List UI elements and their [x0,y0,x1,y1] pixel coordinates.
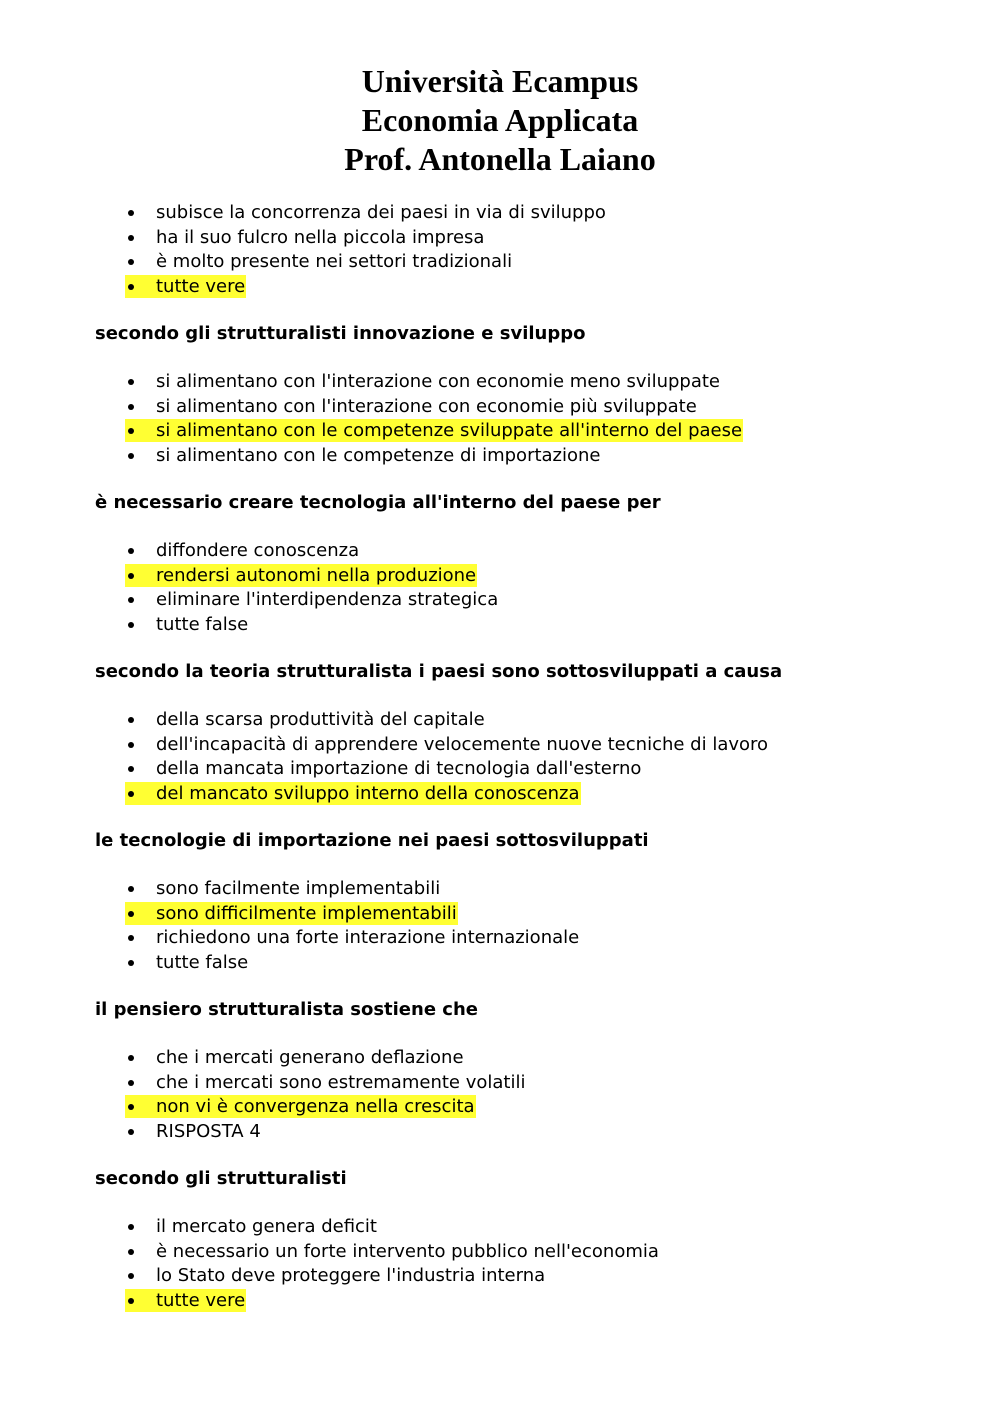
quiz-content [95,200,955,1312]
answer-text: tutte false [156,951,249,973]
answer-text: richiedono una forte interazione internazionale [156,927,580,948]
answer-option-correct [95,418,955,443]
answer-option-correct [95,1288,955,1313]
question-heading: secondo la teoria strutturalista i paesi sono sottosviluppati a causa [95,661,783,682]
bullet-icon [128,1055,134,1061]
answer-text: eliminare l'interdipendenza strategica [156,589,499,610]
option-body [125,733,769,756]
answer-list [95,369,955,467]
answer-text: tutte vere [156,275,246,297]
answer-text: diffondere conoscenza [156,540,360,561]
answer-text: il mercato genera deficit [156,1216,377,1237]
answer-option [95,538,955,563]
question-heading: secondo gli strutturalisti innovazione e sviluppo [95,323,586,344]
answer-text: sono difficilmente implementabili [156,902,457,924]
answer-option [95,876,955,901]
bullet-icon [128,622,134,628]
answer-option [95,925,955,950]
course-name: Economia Applicata [361,102,639,138]
answer-text: è molto presente nei settori tradizionali [156,251,513,272]
document-header [0,62,1000,179]
answer-option [95,732,955,757]
bullet-icon [128,766,134,772]
bullet-icon [128,379,134,385]
bullet-icon [128,935,134,941]
answer-text: si alimentano con le competenze sviluppate all'interno del paese [156,420,743,441]
answer-option [95,369,955,394]
answer-option [95,1263,955,1288]
answer-option [95,587,955,612]
answer-option-correct [95,901,955,926]
bullet-icon [128,573,134,579]
bullet-icon [128,453,134,459]
bullet-icon [128,1249,134,1255]
question-heading: le tecnologie di importazione nei paesi sottosviluppati [95,830,649,851]
option-body [125,877,441,900]
answer-option [95,612,955,637]
answer-option [95,249,955,274]
highlight-marker [125,1289,246,1312]
option-body [125,588,499,611]
option-body [125,226,485,249]
option-body [125,250,513,273]
highlight-marker [125,1095,476,1118]
option-body [125,757,642,780]
answer-list [95,707,955,805]
answer-text: ha il suo fulcro nella piccola impresa [156,226,485,248]
option-body [125,1120,262,1143]
bullet-icon [128,235,134,241]
answer-option-correct [95,781,955,806]
answer-text: è necessario un forte intervento pubblico nell'economia [156,1240,659,1262]
bullet-icon [128,886,134,892]
answer-option [95,1239,955,1264]
question-heading: il pensiero strutturalista sostiene che [95,999,479,1020]
answer-list [95,200,955,298]
answer-text: della mancata importazione di tecnologia dall'esterno [156,758,642,779]
bullet-icon [128,717,134,723]
answer-text: del mancato sviluppo interno della conoscenza [156,782,580,804]
question-heading: è necessario creare tecnologia all'interno del paese per [95,492,661,513]
answer-option-correct [95,1094,955,1119]
answer-text: si alimentano con l'interazione con economie più sviluppate [156,395,697,417]
answer-option [95,225,955,250]
option-body [125,1215,378,1238]
answer-option [95,1070,955,1095]
bullet-icon [128,960,134,966]
option-body [125,444,602,467]
answer-option [95,707,955,732]
bullet-icon [128,742,134,748]
option-body [125,613,249,636]
answer-text: che i mercati sono estremamente volatili [156,1071,526,1093]
option-body [125,1046,465,1069]
bullet-icon [128,597,134,603]
university-name: Università Ecampus [361,63,639,99]
highlight-marker [125,275,246,298]
answer-list [95,1214,955,1312]
answer-option [95,443,955,468]
bullet-icon [128,1224,134,1230]
bullet-icon [128,284,134,290]
answer-option [95,1045,955,1070]
answer-option [95,1214,955,1239]
answer-text: tutte vere [156,1289,246,1311]
bullet-icon [128,791,134,797]
answer-option [95,200,955,225]
answer-text: tutte false [156,613,249,635]
option-body [125,539,360,562]
option-body [125,1264,546,1287]
bullet-icon [128,210,134,216]
highlight-marker [125,782,581,805]
answer-text: si alimentano con l'interazione con economie meno sviluppate [156,371,720,392]
answer-option [95,950,955,975]
option-body [125,926,580,949]
bullet-icon [128,911,134,917]
highlight-marker [125,564,477,587]
bullet-icon [128,1273,134,1279]
highlight-marker [125,902,458,925]
answer-list [95,538,955,636]
answer-option [95,394,955,419]
answer-text: sono facilmente implementabili [156,878,441,899]
option-body [125,708,486,731]
bullet-icon [128,548,134,554]
answer-text: RISPOSTA 4 [156,1120,261,1142]
bullet-icon [128,1298,134,1304]
option-body [125,1071,526,1094]
answer-text: rendersi autonomi nella produzione [156,564,477,586]
answer-option-correct [95,563,955,588]
answer-list [95,1045,955,1143]
answer-text: si alimentano con le competenze di importazione [156,444,601,466]
option-body [125,1240,660,1263]
bullet-icon [128,259,134,265]
answer-list [95,876,955,974]
answer-text: non vi è convergenza nella crescita [156,1096,475,1117]
bullet-icon [128,404,134,410]
answer-text: subisce la concorrenza dei paesi in via di sviluppo [156,202,606,223]
highlight-marker [125,419,743,442]
bullet-icon [128,1080,134,1086]
answer-text: lo Stato deve proteggere l'industria interna [156,1265,546,1286]
professor-name: Prof. Antonella Laiano [344,141,656,177]
answer-option-correct [95,274,955,299]
option-body [125,395,698,418]
answer-option [95,756,955,781]
bullet-icon [128,1104,134,1110]
answer-text: della scarsa produttività del capitale [156,709,485,730]
bullet-icon [128,428,134,434]
option-body [125,951,249,974]
option-body [125,201,607,224]
answer-text: che i mercati generano deflazione [156,1047,464,1068]
answer-option [95,1119,955,1144]
answer-text: dell'incapacità di apprendere velocemente nuove tecniche di lavoro [156,733,769,755]
bullet-icon [128,1129,134,1135]
question-heading: secondo gli strutturalisti [95,1168,347,1189]
option-body [125,370,721,393]
